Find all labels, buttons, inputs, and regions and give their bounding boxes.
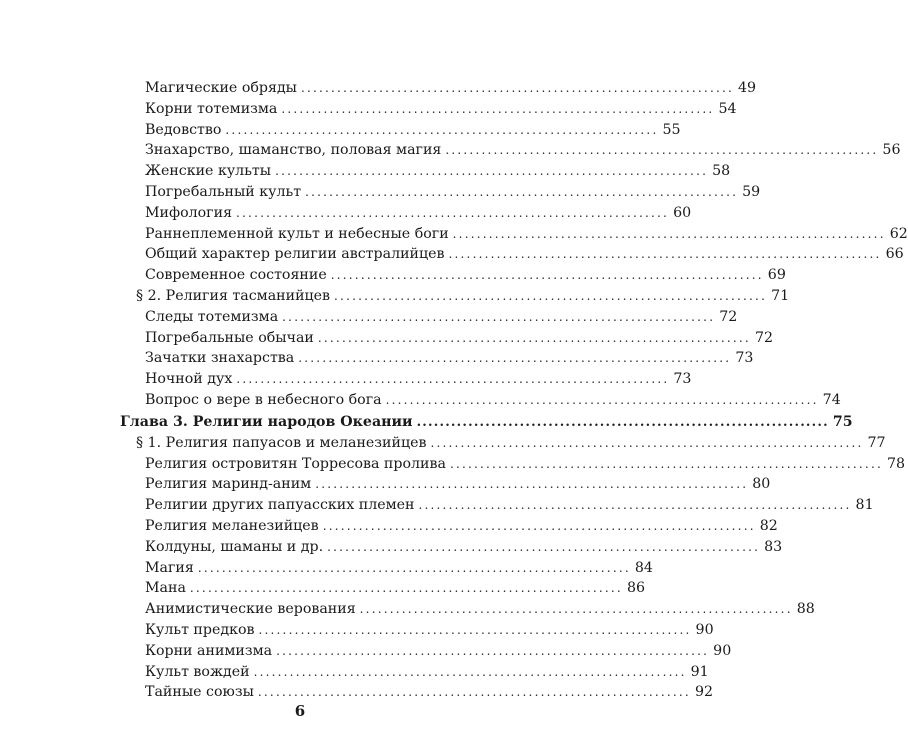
dot-leader: ........................................................................	[448, 247, 882, 261]
toc-entry-page: 90	[713, 643, 732, 659]
toc-entry-page: 81	[855, 497, 874, 513]
toc-entry[interactable]	[145, 307, 738, 327]
toc-entry[interactable]	[145, 474, 771, 494]
page-number: 6	[294, 702, 306, 720]
toc-entry[interactable]	[145, 537, 783, 557]
dot-leader: ........................................................................	[416, 415, 829, 430]
dot-leader: ........................................................................	[385, 393, 819, 407]
toc-entry[interactable]	[145, 120, 681, 140]
toc-entry-label: Анимистические верования	[145, 601, 356, 617]
toc-entry-label: Общий характер религии австралийцев	[145, 246, 445, 262]
dot-leader: ........................................................................	[189, 581, 623, 595]
toc-section[interactable]	[136, 286, 790, 306]
toc-entry[interactable]	[145, 244, 904, 264]
toc-entry-label: Мифология	[145, 205, 233, 221]
toc-entry[interactable]	[145, 390, 841, 410]
toc-entry-page: 82	[759, 518, 778, 534]
dot-leader: ........................................................................	[225, 123, 659, 137]
toc-entry-page: 49	[738, 80, 757, 96]
dot-leader: ........................................................................	[445, 143, 879, 157]
toc-section-label: § 2. Религия тасманийцев	[136, 288, 331, 304]
toc-entry-label: Магические обряды	[145, 80, 297, 96]
toc-chapter-label: Глава 3. Религии народов Океании	[120, 414, 413, 430]
toc-entry-page: 74	[822, 392, 841, 408]
toc-entry[interactable]	[145, 454, 906, 474]
dot-leader: ........................................................................	[317, 331, 751, 345]
toc-entry-label: Культ вождей	[145, 664, 250, 680]
toc-entry-page: 72	[754, 330, 773, 346]
toc-entry-page: 66	[885, 246, 904, 262]
toc-entry[interactable]	[145, 558, 653, 578]
dot-leader: ........................................................................	[275, 164, 709, 178]
toc-entry-label: Ночной дух	[145, 371, 233, 387]
toc-entry-label: Магия	[145, 560, 194, 576]
toc-entry-page: 84	[634, 560, 653, 576]
toc-section-page: 71	[771, 288, 790, 304]
toc-entry-page: 91	[690, 664, 709, 680]
dot-leader: ........................................................................	[452, 227, 886, 241]
toc-entry-page: 56	[882, 142, 901, 158]
dot-leader: ........................................................................	[236, 206, 670, 220]
dot-leader: ........................................................................	[449, 457, 883, 471]
dot-leader: ........................................................................	[258, 623, 692, 637]
toc-entry[interactable]	[145, 662, 709, 682]
toc-entry-label: Зачатки знахарства	[145, 350, 295, 366]
toc-entry-label: Ведовство	[145, 122, 222, 138]
toc-entry[interactable]	[145, 99, 737, 119]
dot-leader: ........................................................................	[334, 289, 768, 303]
toc-entry[interactable]	[145, 495, 874, 515]
dot-leader: ........................................................................	[300, 81, 735, 95]
toc-chapter-page: 75	[832, 414, 853, 430]
toc-entry[interactable]	[145, 682, 714, 702]
toc-entry-page: 92	[694, 684, 714, 700]
toc-entry-label: Корни тотемизма	[145, 101, 278, 117]
toc-entry-label: Погребальные обычаи	[145, 330, 314, 346]
dot-leader: ........................................................................	[418, 498, 852, 512]
dot-leader: ........................................................................	[322, 519, 756, 533]
toc-entry-page: 59	[742, 184, 761, 200]
toc-entry-page: 88	[796, 601, 815, 617]
toc-entry[interactable]	[145, 182, 761, 202]
toc-entry-label: Вопрос о вере в небесного бога	[145, 392, 382, 408]
toc-entry-page: 55	[662, 122, 681, 138]
toc-entry-label: Корни анимизма	[145, 643, 273, 659]
dot-leader: ........................................................................	[257, 685, 691, 699]
dot-leader: ........................................................................	[281, 102, 715, 116]
toc-entry-page: 73	[673, 371, 692, 387]
toc-entry[interactable]	[145, 516, 778, 536]
toc-entry-label: Культ предков	[145, 622, 255, 638]
dot-leader: ........................................................................	[315, 477, 749, 491]
toc-entry[interactable]	[145, 641, 732, 661]
toc-entry-page: 58	[712, 163, 731, 179]
dot-leader: ........................................................................	[359, 602, 793, 616]
dot-leader: ........................................................................	[430, 436, 864, 450]
toc-entry-label: Погребальный культ	[145, 184, 302, 200]
dot-leader: ........................................................................	[305, 185, 739, 199]
toc-entry-label: Мана	[145, 580, 186, 596]
toc-entry-page: 69	[767, 267, 786, 283]
toc-entry-page: 54	[718, 101, 737, 117]
dot-leader: ........................................................................	[327, 540, 761, 554]
toc-entry-page: 72	[719, 309, 738, 325]
toc-section[interactable]	[136, 433, 886, 453]
dot-leader: ........................................................................	[276, 644, 710, 658]
dot-leader: ........................................................................	[298, 351, 732, 365]
toc-entry[interactable]	[145, 140, 901, 160]
toc-entry[interactable]	[145, 369, 692, 389]
toc-entry[interactable]	[145, 203, 692, 223]
toc-entry-label: Религии других папуасских племен	[145, 497, 415, 513]
toc-entry-page: 78	[886, 456, 906, 472]
toc-entry-label: Колдуны, шаманы и др.	[145, 539, 324, 555]
toc-entry-page: 83	[764, 539, 783, 555]
toc-entry-page: 73	[735, 350, 754, 366]
toc-section-page: 77	[867, 435, 886, 451]
toc-entry-label: Религия меланезийцев	[145, 518, 319, 534]
dot-leader: ........................................................................	[282, 310, 716, 324]
toc-entry[interactable]	[145, 328, 773, 348]
toc-entry[interactable]	[145, 78, 757, 98]
dot-leader: ........................................................................	[330, 268, 764, 282]
toc-entry-page: 90	[695, 622, 714, 638]
toc-entry-label: Современное состояние	[145, 267, 327, 283]
toc-entry-page: 62	[889, 226, 908, 242]
toc-entry-label: Религия островитян Торресова пролива	[145, 456, 446, 472]
toc-entry[interactable]	[145, 620, 714, 640]
toc-chapter[interactable]	[120, 412, 853, 432]
toc-entry[interactable]	[145, 348, 754, 368]
toc-entry-label: Раннеплеменной культ и небесные боги	[145, 226, 449, 242]
toc-entry-page: 80	[752, 476, 771, 492]
toc-entry-label: Религия маринд-аним	[145, 476, 312, 492]
toc-entry[interactable]	[145, 265, 786, 285]
toc-entry[interactable]	[145, 224, 908, 244]
toc-entry-label: Следы тотемизма	[145, 309, 279, 325]
dot-leader: ........................................................................	[236, 372, 670, 386]
toc-entry[interactable]	[145, 161, 731, 181]
toc-entry-page: 86	[626, 580, 646, 596]
dot-leader: ........................................................................	[197, 561, 631, 575]
toc-section-label: § 1. Религия папуасов и меланезийцев	[136, 435, 427, 451]
toc-entry[interactable]	[145, 599, 815, 619]
toc-entry-label: Тайные союзы	[145, 684, 254, 700]
toc-entry-label: Женские культы	[145, 163, 272, 179]
dot-leader: ........................................................................	[253, 665, 687, 679]
toc-entry-page: 60	[673, 205, 692, 221]
toc-entry-label: Знахарство, шаманство, половая магия	[145, 142, 442, 158]
toc-entry[interactable]	[145, 578, 646, 598]
